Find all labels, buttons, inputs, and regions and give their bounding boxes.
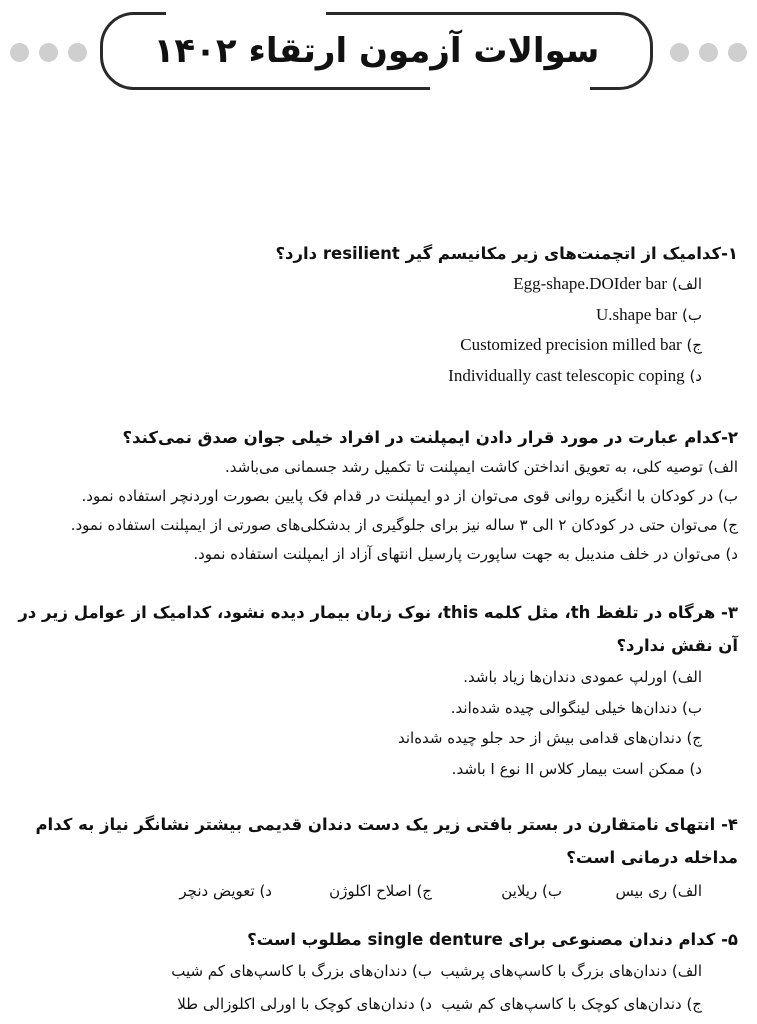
option-b: ب) ریلاین xyxy=(501,882,562,900)
option-d: د) تعویض دنچر xyxy=(179,882,272,900)
question-text: ۴- انتهای نامتقارن در بستر بافتی زیر یک دست دندان قدیمی بیشتر نشانگر نیاز به کدام مداخله درمانی است؟ xyxy=(35,815,738,867)
option-a: الف) Egg-shape.DOIder bar xyxy=(513,274,702,293)
options-grid xyxy=(10,955,738,1021)
option-a: الف) توصیه کلی، به تعویق انداختن کاشت ایمپلنت تا تکمیل رشد جسمانی می‌باشد. xyxy=(225,458,738,476)
option-b: ب) دندان‌های بزرگ با کاسپ‌های کم شیب xyxy=(171,962,432,980)
question-2 xyxy=(10,422,738,569)
option-c: ج) اصلاح اکلوژن xyxy=(329,882,432,900)
option-a: الف) اورلپ عمودی دندان‌ها زیاد باشد. xyxy=(463,668,702,686)
question-text: ۲-کدام عبارت در مورد قرار دادن ایمپلنت در افراد خیلی جوان صدق نمی‌کند؟ xyxy=(122,428,738,447)
option-d: د) Individually cast telescopic coping xyxy=(448,365,702,385)
question-1 xyxy=(10,238,738,391)
option-d: د) ممکن است بیمار کلاس II نوع I باشد. xyxy=(451,759,702,778)
question-3 xyxy=(10,596,738,784)
option-b: ب) U.shape bar xyxy=(596,304,702,324)
option-c: ج) دندان‌های کوچک با کاسپ‌های کم شیب xyxy=(441,995,702,1013)
question-text: ۵- کدام دندان مصنوعی برای single denture مطلوب است؟ xyxy=(247,930,738,949)
option-c: ج) می‌توان حتی در کودکان ۲ الی ۳ ساله نیز برای جلوگیری از بدشکلی‌های صورتی از ایمپلنت استفاده نمود. xyxy=(70,516,738,534)
page-title: سوالات آزمون ارتقاء ۱۴۰۲ xyxy=(153,31,600,71)
decorative-dots-left xyxy=(10,43,87,62)
question-text: ۱-کدامیک از اتچمنت‌های زیر مکانیسم گیر resilient دارد؟ xyxy=(275,244,738,263)
option-c: ج) دندان‌های قدامی بیش از حد جلو چیده شده‌اند xyxy=(397,729,702,747)
option-a: الف) ری بیس xyxy=(615,882,702,900)
option-b: ب) در کودکان با انگیزه روانی قوی می‌توان از دو ایمپلنت در قدام فک پایین بصورت اوردنچر استفاده نمود. xyxy=(81,487,738,505)
option-c: ج) Customized precision milled bar xyxy=(460,335,702,354)
question-5 xyxy=(10,924,738,1021)
option-d: د) دندان‌های کوچک با اورلی اکلوزالی طلا xyxy=(177,995,432,1013)
page-header xyxy=(0,0,757,105)
decorative-dots-right xyxy=(670,43,747,62)
option-d: د) می‌توان در خلف مندیبل به جهت ساپورت پارسیل انتهای آزاد از ایمپلنت استفاده نمود. xyxy=(193,545,738,563)
question-text: ۳- هرگاه در تلفظ th، مثل کلمه this، نوک زبان بیمار دیده نشود، کدامیک از عوامل زیر در آن نقش ندارد؟ xyxy=(18,603,738,655)
options-row xyxy=(10,874,738,908)
option-a: الف) دندان‌های بزرگ با کاسپ‌های پرشیب xyxy=(440,962,702,980)
question-4 xyxy=(10,808,738,908)
option-b: ب) دندان‌ها خیلی لینگوالی چیده شده‌اند. xyxy=(450,698,702,717)
